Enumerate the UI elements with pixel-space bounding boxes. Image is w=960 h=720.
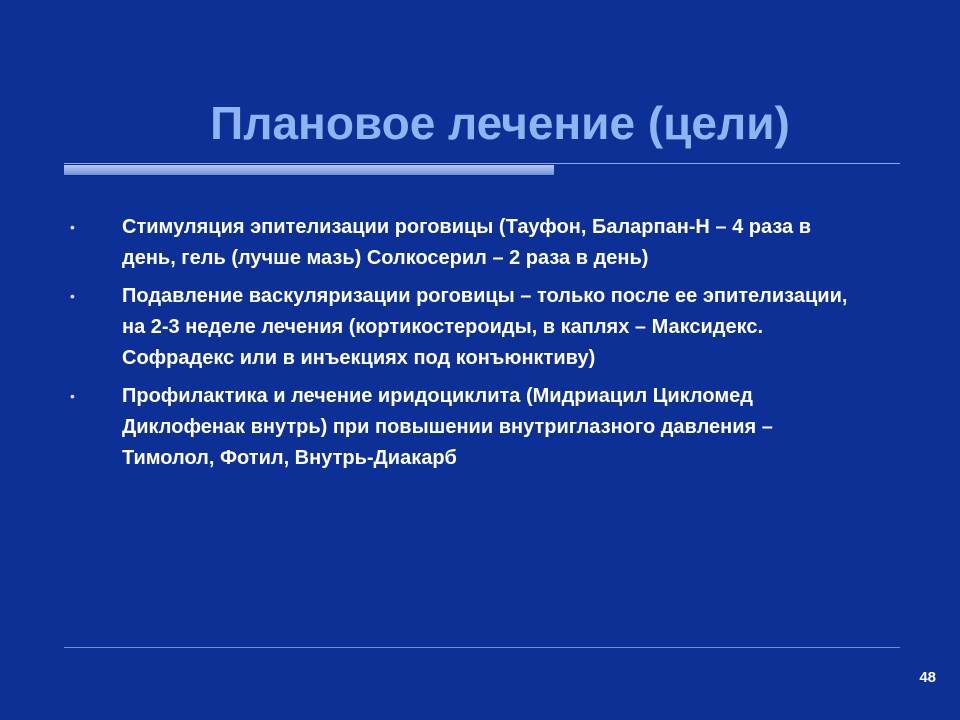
bullet-text (122, 212, 868, 274)
bullet-marker: • (70, 288, 75, 304)
bullet-line: Стимуляция эпителизации роговицы (Тауфон, Баларпан-Н – 4 раза в (122, 216, 812, 238)
bullet-marker: • (70, 219, 75, 235)
bullet-line: Софрадекс или в инъекциях под конъюнктиву) (122, 347, 596, 369)
page-number: 48 (919, 669, 936, 686)
bullet-text (122, 381, 868, 474)
bullet-line: Подавление васкуляризации роговицы – только после ее эпителизации, (122, 285, 848, 307)
bullet-item (68, 281, 868, 374)
bullet-item (68, 381, 868, 474)
bullet-list (68, 212, 868, 481)
bullet-marker: • (70, 388, 75, 404)
bullet-line: Тимолол, Фотил, Внутрь-Диакарб (122, 447, 457, 469)
title-accent-bar (64, 165, 554, 175)
footer-divider-line (64, 647, 900, 648)
bullet-text (122, 281, 868, 374)
bullet-line: Диклофенак внутрь) при повышении внутриглазного давления – (122, 416, 773, 438)
bullet-line: день, гель (лучше мазь) Солкосерил – 2 раза в день) (122, 247, 649, 269)
slide-title: Плановое лечение (цели) (210, 97, 790, 149)
bullet-line: Профилактика и лечение иридоциклита (Мидриацил Цикломед (122, 385, 753, 407)
title-divider-line (64, 163, 900, 164)
bullet-item (68, 212, 868, 274)
bullet-line: на 2-3 неделе лечения (кортикостероиды, в каплях – Максидекс. (122, 316, 764, 338)
